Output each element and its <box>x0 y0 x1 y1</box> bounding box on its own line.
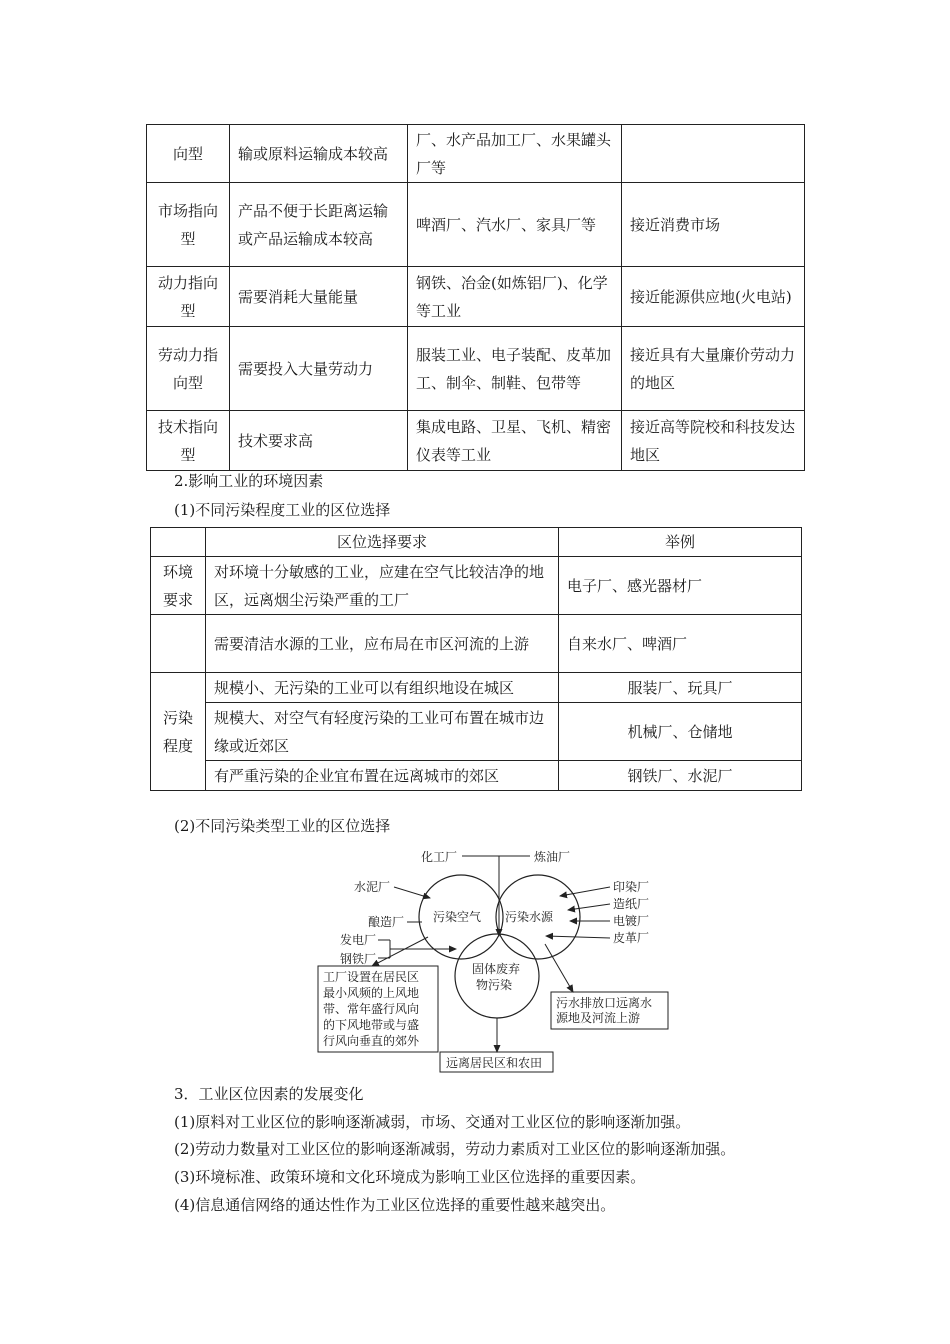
circle-label-solid-1: 固体废弃 <box>472 962 521 976</box>
type-cell: 技术指向型 <box>147 411 230 471</box>
requirement-cell: 规模小、无污染的工业可以有组织地设在城区 <box>206 673 559 703</box>
point-line: (2)劳动力数量对工业区位的影响逐渐减弱，劳动力素质对工业区位的影响逐渐加强。 <box>174 1140 736 1158</box>
principle-cell: 接近消费市场 <box>622 183 805 267</box>
label-leather-plant: 皮革厂 <box>613 931 650 945</box>
principle-cell: 接近能源供应地(火电站) <box>622 267 805 327</box>
point-line: (1)原料对工业区位的影响逐渐减弱，市场、交通对工业区位的影响逐渐加强。 <box>174 1113 691 1131</box>
type-cell: 劳动力指向型 <box>147 327 230 411</box>
examples-cell: 集成电路、卫星、飞机、精密仪表等工业 <box>408 411 622 471</box>
example-cell: 电子厂、感光器材厂 <box>559 557 802 615</box>
principle-cell: 接近具有大量廉价劳动力的地区 <box>622 327 805 411</box>
label-cement-plant: 水泥厂 <box>354 880 391 894</box>
header-requirement: 区位选择要求 <box>206 528 559 557</box>
left-box-line: 工厂设置在居民区 <box>323 970 420 984</box>
examples-cell: 服装工业、电子装配、皮革加工、制伞、制鞋、包带等 <box>408 327 622 411</box>
label-plating-plant: 电镀厂 <box>613 914 650 928</box>
group-label-environment: 环境要求 <box>151 557 206 615</box>
example-cell: 服装厂、玩具厂 <box>559 673 802 703</box>
header-example: 举例 <box>559 528 802 557</box>
label-printing-plant: 印染厂 <box>613 880 650 894</box>
feature-cell: 技术要求高 <box>230 411 408 471</box>
label-power-plant: 发电厂 <box>340 933 377 947</box>
examples-cell: 厂、水产品加工厂、水果罐头厂等 <box>408 125 622 183</box>
arrow-cement <box>394 887 430 898</box>
circle-label-solid-2: 物污染 <box>476 978 513 992</box>
requirement-cell: 需要清洁水源的工业，应布局在市区河流的上游 <box>206 615 559 673</box>
right-box-line: 源地及河流上游 <box>556 1011 641 1025</box>
label-paper-mill: 造纸厂 <box>613 897 650 911</box>
section-heading: 2.影响工业的环境因素 <box>174 472 324 490</box>
arrow-paper <box>568 904 610 910</box>
left-box-line: 带、常年盛行风向 <box>323 1002 420 1016</box>
left-box-line: 行风向垂直的郊外 <box>323 1034 420 1048</box>
subsection-heading: (1)不同污染程度工业的区位选择 <box>174 501 391 519</box>
point-line: (4)信息通信网络的通达性作为工业区位选择的重要性越来越突出。 <box>174 1196 616 1214</box>
feature-cell: 产品不便于长距离运输或产品运输成本较高 <box>230 183 408 267</box>
principle-cell: 接近高等院校和科技发达地区 <box>622 411 805 471</box>
group-label-pollution: 污染程度 <box>151 673 206 791</box>
circle-label-water: 污染水源 <box>505 910 554 924</box>
arrow-printing <box>560 887 610 896</box>
section-heading: 3．工业区位因素的发展变化 <box>174 1085 364 1103</box>
arrow-to-right-box <box>545 944 573 992</box>
feature-cell: 需要消耗大量能量 <box>230 267 408 327</box>
right-box-line: 污水排放口远离水 <box>556 996 653 1010</box>
circle-label-air: 污染空气 <box>433 910 482 924</box>
label-oil-refinery: 炼油厂 <box>534 850 571 864</box>
requirement-cell: 对环境十分敏感的工业，应建在空气比较洁净的地区，远离烟尘污染严重的工厂 <box>206 557 559 615</box>
arrow-to-left-box <box>372 937 428 966</box>
left-box-line: 的下风地带或与盛 <box>323 1018 420 1032</box>
type-cell: 向型 <box>147 125 230 183</box>
point-line: (3)环境标准、政策环境和文化环境成为影响工业区位选择的重要因素。 <box>174 1168 646 1186</box>
example-cell: 自来水厂、啤酒厂 <box>559 615 802 673</box>
bottom-box-label: 远离居民区和农田 <box>446 1056 543 1070</box>
label-brewery: 酿造厂 <box>368 915 405 929</box>
examples-cell: 钢铁、冶金(如炼铝厂)、化学等工业 <box>408 267 622 327</box>
example-cell: 机械厂、仓储地 <box>559 703 802 761</box>
feature-cell: 输或原料运输成本较高 <box>230 125 408 183</box>
example-cell: 钢铁厂、水泥厂 <box>559 761 802 791</box>
label-chemical-plant: 化工厂 <box>421 850 458 864</box>
label-steel-plant: 钢铁厂 <box>340 952 377 966</box>
type-cell: 市场指向型 <box>147 183 230 267</box>
left-box-line: 最小风频的上风地 <box>323 986 420 1000</box>
solid-waste-circle <box>455 934 539 1018</box>
type-cell: 动力指向型 <box>147 267 230 327</box>
requirement-cell: 规模大、对空气有轻度污染的工业可布置在城市边缘或近郊区 <box>206 703 559 761</box>
feature-cell: 需要投入大量劳动力 <box>230 327 408 411</box>
subsection-heading: (2)不同污染类型工业的区位选择 <box>174 817 391 835</box>
examples-cell: 啤酒厂、汽水厂、家具厂等 <box>408 183 622 267</box>
arrow-leather <box>546 936 610 938</box>
requirement-cell: 有严重污染的企业宜布置在远离城市的郊区 <box>206 761 559 791</box>
